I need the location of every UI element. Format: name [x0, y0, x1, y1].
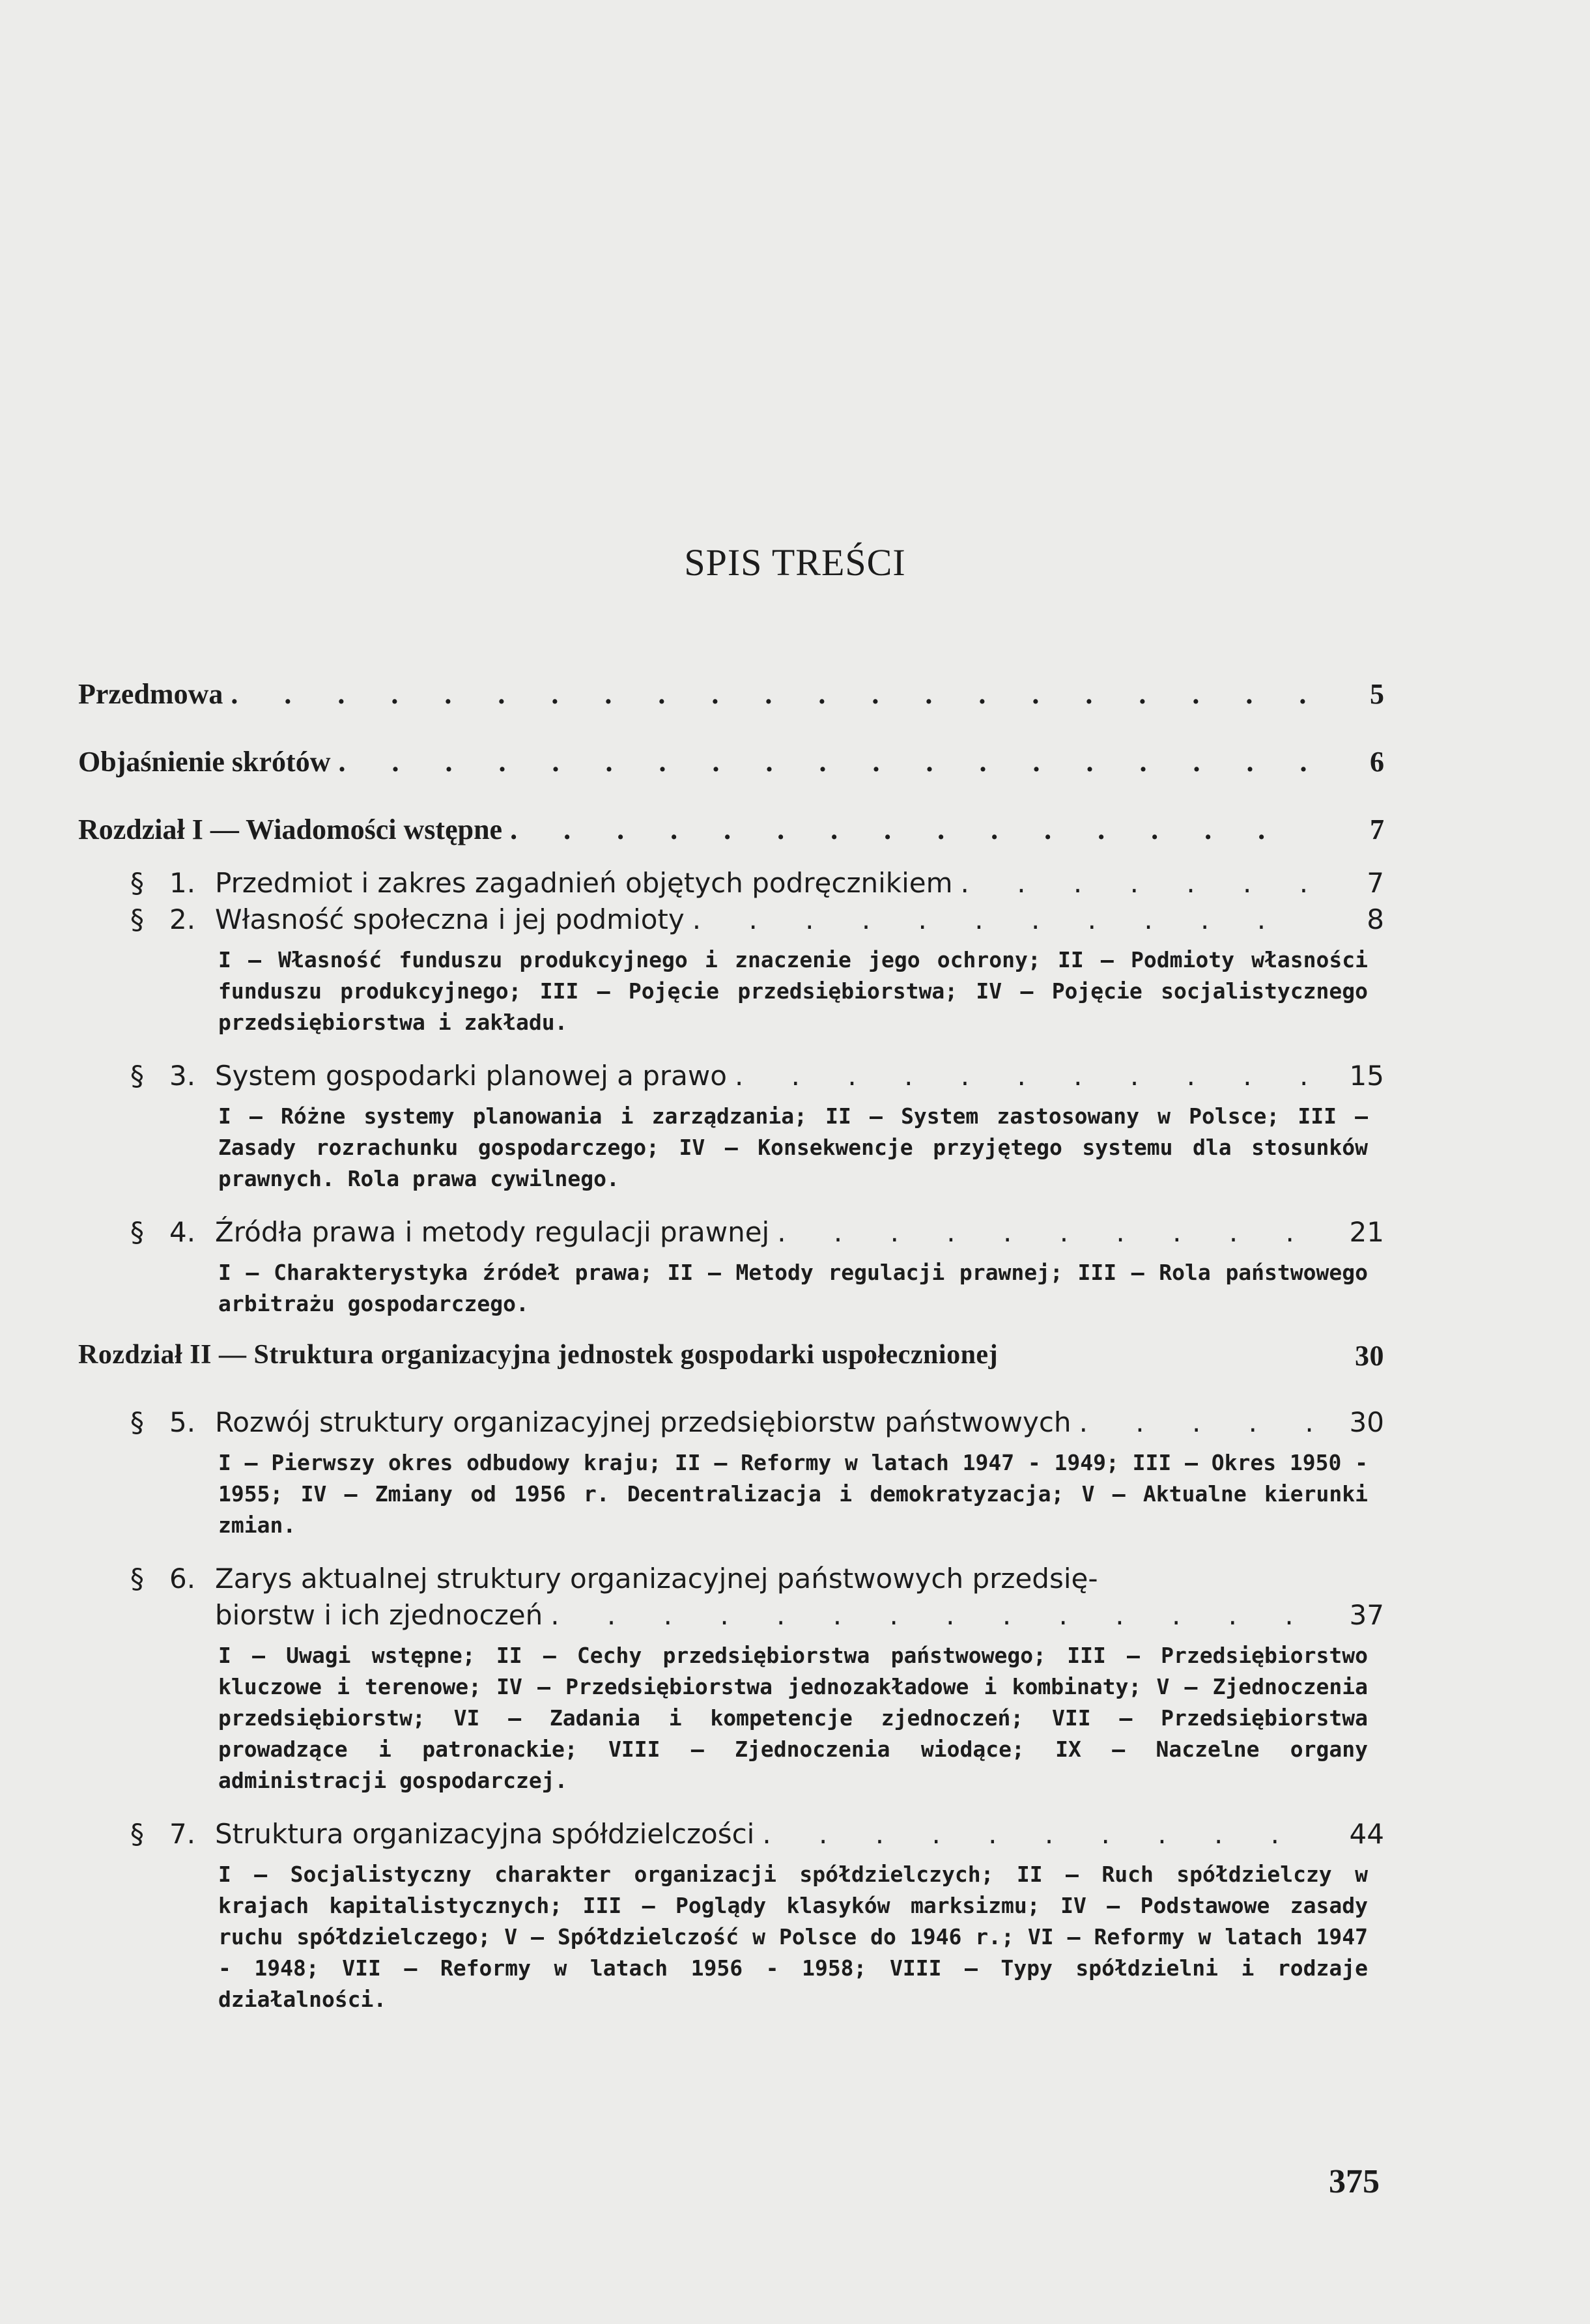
toc-page-number: 21: [1349, 1216, 1384, 1248]
section-description: I — Różne systemy planowania i zarządzania; II — System zastosowany w Polsce; III — Zasady rozrachunku gospodarczego; IV — Konsekwencje przyjętego systemu dla stosunków prawnych. Rola prawa cywilnego.: [218, 1103, 1368, 1191]
toc-section-1[interactable]: [130, 865, 1384, 901]
section-symbol: §: [130, 1818, 144, 1850]
toc-section-2[interactable]: [130, 901, 1384, 938]
toc-chapter-1[interactable]: [78, 813, 1384, 865]
section-symbol: §: [130, 1060, 144, 1092]
toc-entry-label: Przedmowa: [78, 678, 223, 710]
section-symbol: §: [130, 1406, 144, 1438]
section-symbol: §: [130, 1563, 144, 1594]
table-of-contents: [78, 677, 1384, 2035]
section-number: 7.: [169, 1818, 196, 1850]
page-folio-number: 375: [1329, 2163, 1380, 2200]
toc-page-number: 7: [1370, 814, 1384, 845]
toc-entry-label: Źródła prawa i metody regulacji prawnej: [215, 1216, 770, 1248]
toc-page-number: 37: [1349, 1599, 1384, 1631]
section-description: I — Socjalistyczny charakter organizacji spółdzielczych; II — Ruch spółdzielczy w krajach kapitalistycznych; III — Poglądy klasyków marksizmu; IV — Podstawowe zasady ruchu spółdzielczego; V — Spółdzielczość w Polsce do 1946 r.; VI — Reformy w latach 1947 - 1948; VII — Reformy w latach 1956 - 1958; VIII — Typy spółdzielni i rodzaje działalności.: [218, 1862, 1368, 2012]
toc-page-number: 44: [1349, 1818, 1384, 1850]
leader-dots: [735, 1058, 1311, 1094]
toc-entry-przedmowa[interactable]: [78, 677, 1384, 745]
toc-page-number: 15: [1349, 1060, 1384, 1092]
toc-entry-label: Rozdział II — Struktura organizacyjna jednostek gospodarki uspołecznionej: [78, 1340, 999, 1370]
leader-dots: [338, 745, 1311, 778]
section-number: 2.: [169, 903, 196, 935]
leader-dots: [777, 1214, 1311, 1251]
leader-dots: [231, 677, 1311, 711]
leader-dots: [692, 901, 1311, 938]
toc-page-number: 30: [1355, 1340, 1384, 1372]
toc-section-6[interactable]: [130, 1561, 1384, 1634]
section-number: 1.: [169, 867, 196, 899]
toc-entry-label: Struktura organizacyjna spółdzielczości: [215, 1818, 755, 1850]
section-number: 3.: [169, 1060, 196, 1092]
section-symbol: §: [130, 867, 144, 899]
leader-dots: [550, 1597, 1311, 1634]
toc-entry-label: Rozdział I — Wiadomości wstępne: [78, 814, 503, 845]
toc-entry-label: Własność społeczna i jej podmioty: [215, 903, 685, 935]
toc-entry-label-continued: biorstw i ich zjednoczeń: [215, 1599, 543, 1631]
toc-chapter-2[interactable]: [78, 1339, 1384, 1404]
toc-page-number: 6: [1370, 746, 1384, 778]
toc-entry-label: Zarys aktualnej struktury organizacyjnej państwowych przedsię-: [215, 1563, 1098, 1594]
toc-entry-label: System gospodarki planowej a prawo: [215, 1060, 727, 1092]
leader-dots: [762, 1816, 1311, 1852]
section-description: I — Uwagi wstępne; II — Cechy przedsiębiorstwa państwowego; III — Przedsiębiorstwo kluczowe i terenowe; IV — Przedsiębiorstwa jednozakładowe i kombinaty; V — Zjednoczenia przedsiębiorstw; VI — Zadania i kompetencje zjednoczeń; VII — Przedsiębiorstwa prowadzące i patronackie; VIII — Zjednoczenia wiodące; IX — Naczelne organy administracji gospodarczej.: [218, 1643, 1368, 1793]
toc-entry-label: Rozwój struktury organizacyjnej przedsiębiorstw państwowych: [215, 1406, 1072, 1438]
leader-dots: [961, 865, 1311, 901]
section-number: 5.: [169, 1406, 196, 1438]
section-symbol: §: [130, 1216, 144, 1248]
toc-page-number: 5: [1370, 678, 1384, 710]
toc-section-7[interactable]: [130, 1816, 1384, 1852]
toc-section-3[interactable]: [130, 1058, 1384, 1094]
toc-page-number: 30: [1349, 1406, 1384, 1438]
toc-entry-label: Przedmiot i zakres zagadnień objętych podręcznikiem: [215, 867, 953, 899]
section-description: I — Własność funduszu produkcyjnego i znaczenie jego ochrony; II — Podmioty własności funduszu produkcyjnego; III — Pojęcie przedsiębiorstwa; IV — Pojęcie socjalistycznego przedsiębiorstwa i zakładu.: [218, 947, 1368, 1035]
toc-page-number: 7: [1367, 867, 1384, 899]
toc-entry-label: Objaśnienie skrótów: [78, 746, 331, 778]
page-title: SPIS TREŚCI: [684, 541, 906, 584]
section-description: I — Pierwszy okres odbudowy kraju; II — Reformy w latach 1947 - 1949; III — Okres 1950 - 1955; IV — Zmiany od 1956 r. Decentralizacja i demokratyzacja; V — Aktualne kierunki zmian.: [218, 1450, 1368, 1538]
section-symbol: §: [130, 903, 144, 935]
leader-dots: [1079, 1404, 1311, 1441]
leader-dots: [510, 813, 1311, 846]
section-number: 4.: [169, 1216, 196, 1248]
toc-section-4[interactable]: [130, 1214, 1384, 1251]
toc-entry-abbreviations[interactable]: [78, 745, 1384, 813]
toc-page-number: 8: [1367, 903, 1384, 935]
section-description: I — Charakterystyka źródeł prawa; II — Metody regulacji prawnej; III — Rola państwowego arbitrażu gospodarczego.: [218, 1260, 1368, 1316]
section-number: 6.: [169, 1563, 196, 1594]
toc-section-5[interactable]: [130, 1404, 1384, 1441]
